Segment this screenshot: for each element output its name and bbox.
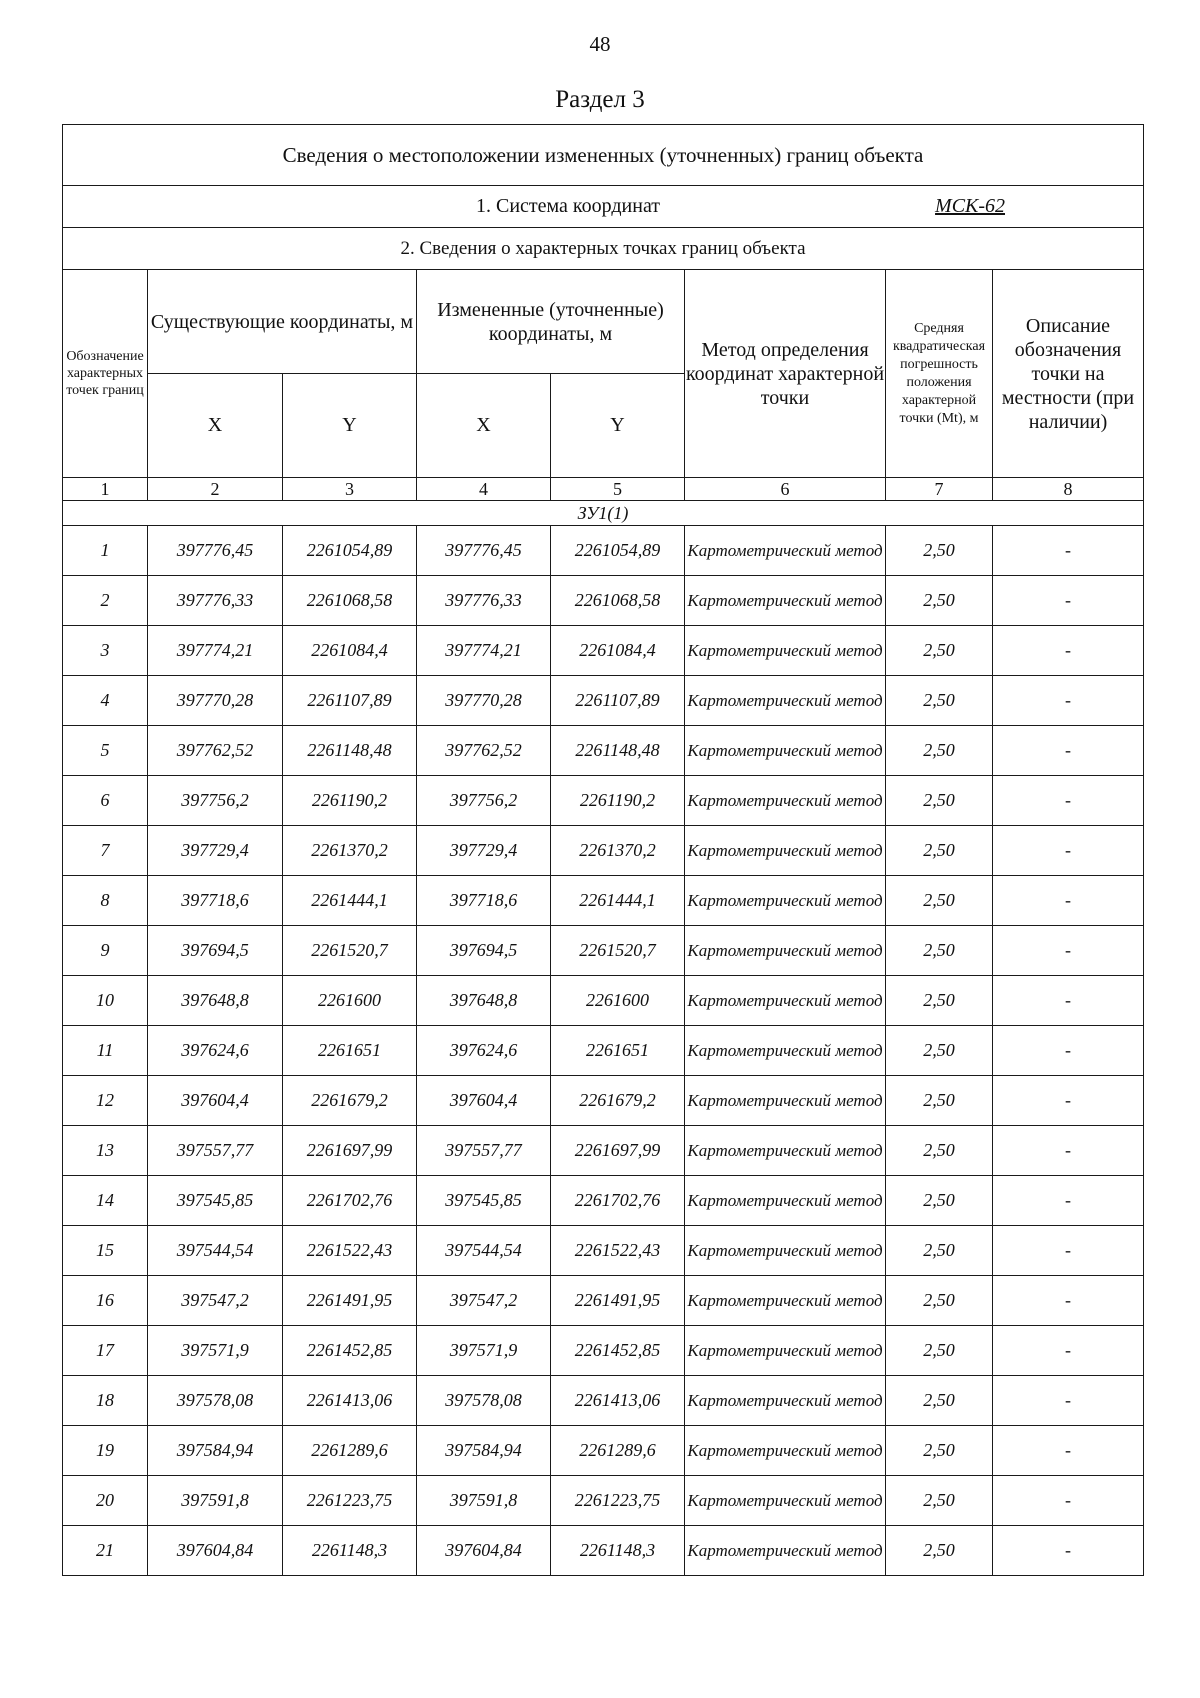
method-cell: Картометрический метод [685,826,886,876]
mean-error-cell: 2,50 [886,676,993,726]
description-cell: - [993,1376,1144,1426]
existing-x-cell: 397694,5 [148,926,283,976]
description-cell: - [993,976,1144,1026]
table-row [63,1026,1144,1076]
point-number-cell: 2 [63,576,148,626]
existing-y-cell: 2261651 [283,1026,417,1076]
changed-y-cell: 2261600 [551,976,685,1026]
point-number-cell: 16 [63,1276,148,1326]
existing-x-cell: 397545,85 [148,1176,283,1226]
changed-y-cell: 2261702,76 [551,1176,685,1226]
header-mean-error: Средняя квадратическая погрешность положения характерной точки (Mt), м [886,270,993,478]
changed-x-cell: 397624,6 [417,1026,551,1076]
existing-x-cell: 397762,52 [148,726,283,776]
changed-y-cell: 2261651 [551,1026,685,1076]
description-cell: - [993,1276,1144,1326]
existing-x-cell: 397624,6 [148,1026,283,1076]
method-cell: Картометрический метод [685,1226,886,1276]
changed-y-cell: 2261491,95 [551,1276,685,1326]
description-cell: - [993,526,1144,576]
existing-y-cell: 2261370,2 [283,826,417,876]
description-cell: - [993,876,1144,926]
changed-y-cell: 2261289,6 [551,1426,685,1476]
mean-error-cell: 2,50 [886,926,993,976]
table-title: Сведения о местоположении измененных (уточненных) границ объекта [63,125,1144,186]
method-cell: Картометрический метод [685,876,886,926]
point-number-cell: 7 [63,826,148,876]
table-row [63,626,1144,676]
description-cell: - [993,1176,1144,1226]
table-row [63,1126,1144,1176]
existing-x-cell: 397591,8 [148,1476,283,1526]
changed-x-cell: 397544,54 [417,1226,551,1276]
point-number-cell: 20 [63,1476,148,1526]
description-cell: - [993,1476,1144,1526]
column-number: 2 [148,478,283,501]
existing-y-cell: 2261444,1 [283,876,417,926]
point-number-cell: 15 [63,1226,148,1276]
point-number-cell: 14 [63,1176,148,1226]
existing-x-cell: 397718,6 [148,876,283,926]
coordinate-system-label: 1. Система координат [475,195,661,217]
existing-x-cell: 397770,28 [148,676,283,726]
existing-x-cell: 397557,77 [148,1126,283,1176]
changed-y-cell: 2261413,06 [551,1376,685,1426]
existing-y-cell: 2261520,7 [283,926,417,976]
point-number-cell: 21 [63,1526,148,1576]
header-changed-x: X [417,374,551,478]
table-row [63,1476,1144,1526]
point-number-cell: 1 [63,526,148,576]
point-number-cell: 12 [63,1076,148,1126]
existing-y-cell: 2261702,76 [283,1176,417,1226]
mean-error-cell: 2,50 [886,776,993,826]
description-cell: - [993,626,1144,676]
changed-x-cell: 397578,08 [417,1376,551,1426]
description-cell: - [993,1226,1144,1276]
point-number-cell: 18 [63,1376,148,1426]
header-changed-y: Y [551,374,685,478]
point-number-cell: 8 [63,876,148,926]
changed-x-cell: 397729,4 [417,826,551,876]
method-cell: Картометрический метод [685,726,886,776]
method-cell: Картометрический метод [685,1126,886,1176]
changed-x-cell: 397776,45 [417,526,551,576]
description-cell: - [993,1076,1144,1126]
description-cell: - [993,1526,1144,1576]
mean-error-cell: 2,50 [886,876,993,926]
changed-y-cell: 2261444,1 [551,876,685,926]
header-designation: Обозначение характерных точек границ [63,270,148,478]
mean-error-cell: 2,50 [886,576,993,626]
mean-error-cell: 2,50 [886,526,993,576]
table-row [63,1176,1144,1226]
description-cell: - [993,1326,1144,1376]
existing-x-cell: 397729,4 [148,826,283,876]
table-row [63,776,1144,826]
changed-x-cell: 397718,6 [417,876,551,926]
changed-y-cell: 2261452,85 [551,1326,685,1376]
points-section-label: 2. Сведения о характерных точках границ объекта [63,228,1144,270]
existing-x-cell: 397544,54 [148,1226,283,1276]
existing-y-cell: 2261491,95 [283,1276,417,1326]
mean-error-cell: 2,50 [886,1226,993,1276]
column-number: 1 [63,478,148,501]
existing-y-cell: 2261413,06 [283,1376,417,1426]
column-numbers-row [63,478,1144,501]
description-cell: - [993,926,1144,976]
table-row [63,576,1144,626]
existing-y-cell: 2261084,4 [283,626,417,676]
mean-error-cell: 2,50 [886,1176,993,1226]
changed-x-cell: 397776,33 [417,576,551,626]
mean-error-cell: 2,50 [886,1526,993,1576]
changed-x-cell: 397648,8 [417,976,551,1026]
changed-y-cell: 2261068,58 [551,576,685,626]
method-cell: Картометрический метод [685,1476,886,1526]
table-row [63,1076,1144,1126]
mean-error-cell: 2,50 [886,1076,993,1126]
column-number: 7 [886,478,993,501]
method-cell: Картометрический метод [685,1326,886,1376]
changed-y-cell: 2261679,2 [551,1076,685,1126]
description-cell: - [993,726,1144,776]
existing-y-cell: 2261452,85 [283,1326,417,1376]
column-number: 4 [417,478,551,501]
changed-y-cell: 2261697,99 [551,1126,685,1176]
existing-x-cell: 397571,9 [148,1326,283,1376]
point-number-cell: 13 [63,1126,148,1176]
column-number: 3 [283,478,417,501]
changed-x-cell: 397571,9 [417,1326,551,1376]
point-number-cell: 19 [63,1426,148,1476]
table-row [63,1426,1144,1476]
column-number: 8 [993,478,1144,501]
changed-y-cell: 2261148,48 [551,726,685,776]
mean-error-cell: 2,50 [886,1026,993,1076]
method-cell: Картометрический метод [685,1176,886,1226]
changed-y-cell: 2261190,2 [551,776,685,826]
header-existing-x: X [148,374,283,478]
existing-x-cell: 397756,2 [148,776,283,826]
table-row [63,726,1144,776]
mean-error-cell: 2,50 [886,626,993,676]
mean-error-cell: 2,50 [886,976,993,1026]
description-cell: - [993,676,1144,726]
changed-x-cell: 397770,28 [417,676,551,726]
existing-x-cell: 397776,45 [148,526,283,576]
coordinate-system-row [63,186,1144,228]
method-cell: Картометрический метод [685,1026,886,1076]
point-number-cell: 11 [63,1026,148,1076]
point-number-cell: 6 [63,776,148,826]
table-row [63,526,1144,576]
existing-y-cell: 2261148,48 [283,726,417,776]
header-existing-coordinates: Существующие координаты, м [148,270,417,374]
method-cell: Картометрический метод [685,1426,886,1476]
changed-x-cell: 397547,2 [417,1276,551,1326]
existing-x-cell: 397584,94 [148,1426,283,1476]
description-cell: - [993,1026,1144,1076]
existing-y-cell: 2261679,2 [283,1076,417,1126]
changed-y-cell: 2261107,89 [551,676,685,726]
page-number: 48 [589,32,611,56]
changed-x-cell: 397604,84 [417,1526,551,1576]
table-row [63,1526,1144,1576]
changed-y-cell: 2261370,2 [551,826,685,876]
method-cell: Картометрический метод [685,676,886,726]
existing-y-cell: 2261054,89 [283,526,417,576]
table-row [63,676,1144,726]
existing-x-cell: 397578,08 [148,1376,283,1426]
header-existing-y: Y [283,374,417,478]
changed-x-cell: 397557,77 [417,1126,551,1176]
method-cell: Картометрический метод [685,926,886,976]
method-cell: Картометрический метод [685,1276,886,1326]
description-cell: - [993,576,1144,626]
existing-x-cell: 397774,21 [148,626,283,676]
description-cell: - [993,826,1144,876]
mean-error-cell: 2,50 [886,1326,993,1376]
table-row [63,826,1144,876]
method-cell: Картометрический метод [685,526,886,576]
column-number: 5 [551,478,685,501]
existing-y-cell: 2261522,43 [283,1226,417,1276]
existing-x-cell: 397604,4 [148,1076,283,1126]
method-cell: Картометрический метод [685,1076,886,1126]
point-number-cell: 17 [63,1326,148,1376]
existing-y-cell: 2261068,58 [283,576,417,626]
group-label: ЗУ1(1) [63,501,1144,526]
existing-y-cell: 2261600 [283,976,417,1026]
table-row [63,976,1144,1026]
point-number-cell: 10 [63,976,148,1026]
existing-y-cell: 2261107,89 [283,676,417,726]
header-description: Описание обозначения точки на местности (при наличии) [993,270,1144,478]
description-cell: - [993,1126,1144,1176]
method-cell: Картометрический метод [685,976,886,1026]
point-number-cell: 9 [63,926,148,976]
mean-error-cell: 2,50 [886,1426,993,1476]
existing-y-cell: 2261148,3 [283,1526,417,1576]
changed-x-cell: 397545,85 [417,1176,551,1226]
existing-y-cell: 2261190,2 [283,776,417,826]
mean-error-cell: 2,50 [886,1476,993,1526]
table-row [63,876,1144,926]
existing-y-cell: 2261697,99 [283,1126,417,1176]
existing-y-cell: 2261289,6 [283,1426,417,1476]
method-cell: Картометрический метод [685,776,886,826]
changed-y-cell: 2261084,4 [551,626,685,676]
changed-x-cell: 397756,2 [417,776,551,826]
changed-y-cell: 2261223,75 [551,1476,685,1526]
changed-y-cell: 2261054,89 [551,526,685,576]
existing-y-cell: 2261223,75 [283,1476,417,1526]
changed-x-cell: 397604,4 [417,1076,551,1126]
table-row [63,926,1144,976]
mean-error-cell: 2,50 [886,826,993,876]
section-title: Раздел 3 [555,86,645,113]
changed-x-cell: 397762,52 [417,726,551,776]
point-number-cell: 3 [63,626,148,676]
changed-y-cell: 2261522,43 [551,1226,685,1276]
changed-x-cell: 397591,8 [417,1476,551,1526]
description-cell: - [993,1426,1144,1476]
changed-y-cell: 2261520,7 [551,926,685,976]
existing-x-cell: 397648,8 [148,976,283,1026]
header-method: Метод определения координат характерной точки [685,270,886,478]
point-number-cell: 5 [63,726,148,776]
existing-x-cell: 397547,2 [148,1276,283,1326]
mean-error-cell: 2,50 [886,726,993,776]
existing-x-cell: 397604,84 [148,1526,283,1576]
column-number: 6 [685,478,886,501]
method-cell: Картометрический метод [685,1526,886,1576]
changed-x-cell: 397774,21 [417,626,551,676]
table-row [63,1276,1144,1326]
changed-y-cell: 2261148,3 [551,1526,685,1576]
description-cell: - [993,776,1144,826]
table-row [63,1326,1144,1376]
method-cell: Картометрический метод [685,1376,886,1426]
mean-error-cell: 2,50 [886,1126,993,1176]
table-row [63,1226,1144,1276]
coordinate-system-value: МСК-62 [935,195,1005,217]
existing-x-cell: 397776,33 [148,576,283,626]
mean-error-cell: 2,50 [886,1276,993,1326]
point-number-cell: 4 [63,676,148,726]
changed-x-cell: 397584,94 [417,1426,551,1476]
header-changed-coordinates: Измененные (уточненные) координаты, м [417,270,685,374]
boundary-points-table [62,124,1144,1576]
table-row [63,1376,1144,1426]
mean-error-cell: 2,50 [886,1376,993,1426]
method-cell: Картометрический метод [685,626,886,676]
changed-x-cell: 397694,5 [417,926,551,976]
method-cell: Картометрический метод [685,576,886,626]
